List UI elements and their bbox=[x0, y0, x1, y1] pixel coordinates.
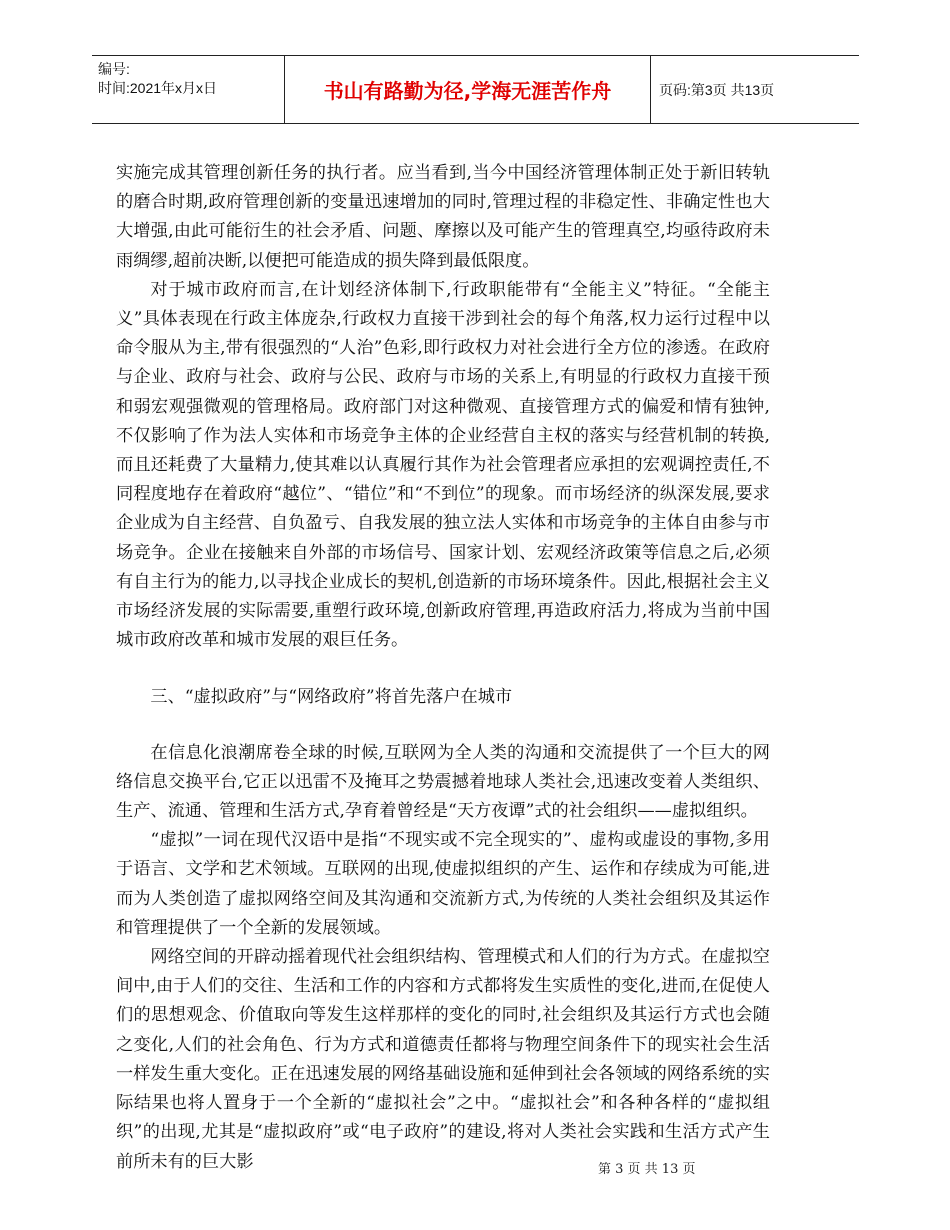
paragraph: 对于城市政府而言,在计划经济体制下,行政职能带有“全能主义”特征。“全能主义”具体表现在行政主体庞杂,行政权力直接干涉到社会的每个角落,权力运行过程中以命令服从为主,带有很强烈的“人治”色彩,即行政权力对社会进行全方位的渗透。在政府与企业、政府与社会、政府与公民、政府与市场的关系上,有明显的行政权力直接干预和弱宏观强微观的管理格局。政府部门对这种微观、直接管理方式的偏爱和情有独钟,不仅影响了作为法人实体和市场竞争主体的企业经营自主权的落实与经营机制的转换,而且还耗费了大量精力,使其难以认真履行其作为社会管理者应承担的宏观调控责任,不同程度地存在着政府“越位”、“错位”和“不到位”的现象。而市场经济的纵深发展,要求企业成为自主经营、自负盈亏、自我发展的独立法人实体和市场竞争的主体自由参与市场竞争。企业在接触来自外部的市场信号、国家计划、宏观经济政策等信息之后,必须有自主行为的能力,以寻找企业成长的契机,创造新的市场环境条件。因此,根据社会主义市场经济发展的实际需要,重塑行政环境,创新政府管理,再造政府活力,将成为当前中国城市政府改革和城市发展的艰巨任务。 bbox=[116, 279, 770, 651]
paragraph: “虚拟”一词在现代汉语中是指“不现实或不完全现实的”、虚构或虚设的事物,多用于语言、文学和艺术领域。互联网的出现,使虚拟组织的产生、运作和存续成为可能,进而为人类创造了虚拟网络空间及其沟通和交流新方式,为传统的人类社会组织及其运作和管理提供了一个全新的发展领域。 bbox=[116, 830, 770, 938]
section-heading: 三、“虚拟政府”与“网络政府”将首先落户在城市 bbox=[150, 687, 513, 708]
document-body bbox=[116, 159, 770, 1177]
page-footer: 第 3 页 共 13 页 bbox=[598, 1162, 696, 1177]
paragraph: 在信息化浪潮席卷全球的时候,互联网为全人类的沟通和交流提供了一个巨大的网络信息交换平台,它正以迅雷不及掩耳之势震撼着地球人类社会,迅速改变着人类组织、生产、流通、管理和生活方式,孕育着曾经是“天方夜谭”式的社会组织——虚拟组织。 bbox=[116, 742, 770, 822]
time-label: 时间:2021年x月x日 bbox=[98, 80, 218, 96]
number-label: 编号: bbox=[98, 61, 130, 77]
header-motto: 书山有路勤为径,学海无涯苦作舟 bbox=[284, 56, 651, 123]
header-meta bbox=[92, 56, 284, 123]
paragraph: 实施完成其管理创新任务的执行者。应当看到,当今中国经济管理体制正处于新旧转轨的磨合时期,政府管理创新的变量迅速增加的同时,管理过程的非稳定性、非确定性也大大增强,由此可能衍生的社会矛盾、问题、摩擦以及可能产生的管理真空,均亟待政府未雨绸缪,超前决断,以便把可能造成的损失降到最低限度。 bbox=[116, 163, 770, 271]
header-page-info: 页码:第3页 共13页 bbox=[659, 81, 775, 98]
page-header bbox=[92, 55, 859, 124]
paragraph: 网络空间的开辟动摇着现代社会组织结构、管理模式和人们的行为方式。在虚拟空间中,由于人们的交往、生活和工作的内容和方式都将发生实质性的变化,进而,在促使人们的思想观念、价值取向等发生这样那样的变化的同时,社会组织及其运行方式也会随之变化,人们的社会角色、行为方式和道德责任都将与物理空间条件下的现实社会生活一样发生重大变化。正在迅速发展的网络基础设施和延伸到社会各领域的网络系统的实际结果也将人置身于一个全新的“虚拟社会”之中。“虚拟社会”和各种各样的“虚拟组织”的出现,尤其是“虚拟政府”或“电子政府”的建设,将对人类社会实践和生活方式产生前所未有的巨大影 bbox=[116, 947, 770, 1172]
